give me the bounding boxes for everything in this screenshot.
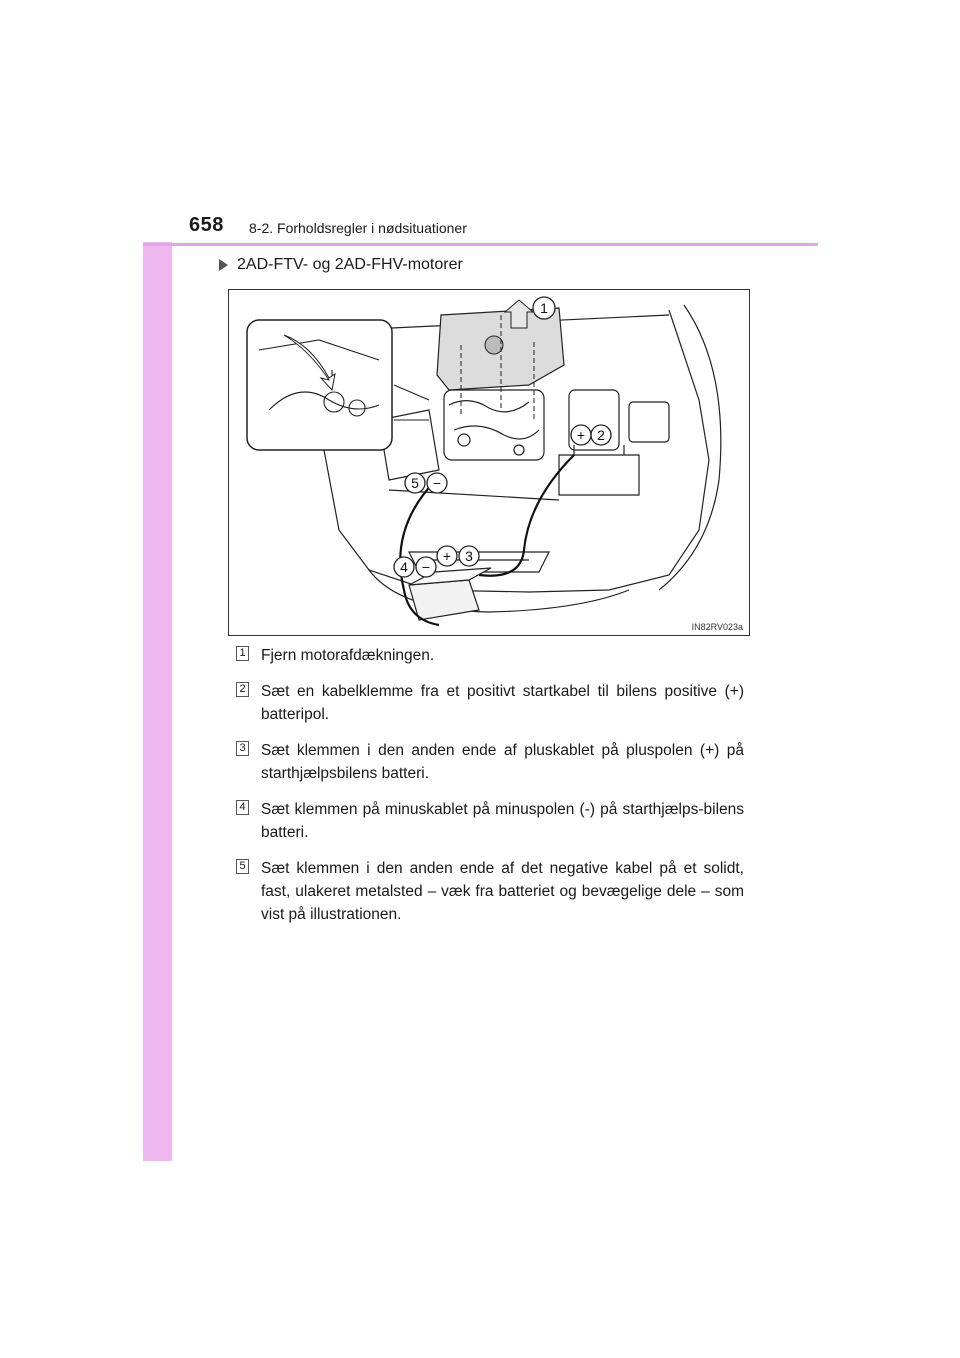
header-rule — [143, 243, 818, 246]
engine-bay-drawing — [229, 290, 749, 635]
callout-5: 5 — [411, 475, 419, 491]
step-number-badge: 5 — [236, 859, 249, 874]
callout-3-sign: + — [442, 548, 452, 564]
callout-4: 4 — [400, 559, 408, 575]
callout-4-sign: − — [421, 559, 431, 575]
section-title: 8-2. Forholdsregler i nødsituationer — [249, 220, 467, 236]
step-text: Sæt klemmen i den anden ende af pluskablet på pluspolen (+) på starthjælpsbilens batteri. — [261, 742, 744, 782]
callout-2-sign: + — [576, 427, 586, 443]
subheading-text: 2AD-FTV- og 2AD-FHV-motorer — [237, 256, 463, 273]
figure-code: IN82RV023a — [691, 622, 743, 632]
step-list — [236, 644, 744, 939]
page-number: 658 — [189, 214, 224, 236]
step-number-badge: 3 — [236, 741, 249, 756]
step-item — [236, 857, 744, 926]
step-text: Sæt klemmen på minuskablet på minuspolen (-) på starthjælps-bilens batteri. — [261, 801, 744, 841]
step-text: Sæt en kabelklemme fra et positivt startkabel til bilens positive (+) batteripol. — [261, 683, 744, 723]
callout-3: 3 — [465, 548, 473, 564]
step-item — [236, 798, 744, 844]
callout-2: 2 — [597, 427, 605, 443]
step-text: Fjern motorafdækningen. — [261, 647, 435, 664]
side-color-band — [143, 199, 172, 1161]
triangle-bullet-icon — [219, 259, 228, 271]
callout-1: 1 — [540, 300, 548, 316]
step-item — [236, 680, 744, 726]
step-item — [236, 739, 744, 785]
step-text: Sæt klemmen i den anden ende af det negative kabel på et solidt, fast, ulakeret metalsted – væk fra batteriet og bevægelige dele – som vist på illustrationen. — [261, 860, 744, 923]
step-number-badge: 1 — [236, 646, 249, 661]
callout-5-sign: − — [432, 475, 442, 491]
step-number-badge: 2 — [236, 682, 249, 697]
step-number-badge: 4 — [236, 800, 249, 815]
header-band — [143, 199, 818, 242]
engine-illustration — [228, 289, 750, 636]
step-item — [236, 644, 744, 667]
subheading — [219, 256, 463, 274]
